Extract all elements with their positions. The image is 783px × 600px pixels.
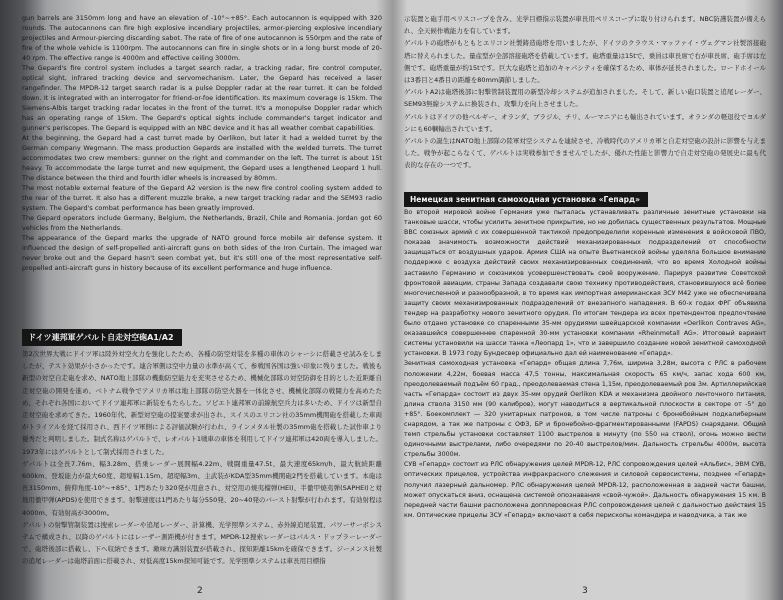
russian-paragraph: СУВ «Гепард» состоит из РЛС обнаружения целей MPDR-12, РЛС сопровождения целей «Альбис», ЭВМ СУВ, оптических прицелов, устройства инфракрасного слежения и силовой сервосистемы, позднее «Гепард» получил лазерный дальномер. РЛС обнаружения целей MPDR-12, расположенная в задней части башни, может опускаться вниз, оснащена системой опознавания «свой-чужой». Дальность обнаружения 15 км. В передней части башни расположена допплеровская РЛС сопровождения целей с дальностью действия 15 км. Оптические прицелы ЗСУ «Гепард» включают в себя перископы командира и наводчика, а так же: [404, 461, 766, 519]
russian-paragraph: Во второй мировой войне Германия уже пыталась устанавливать различные зенитные установки на танковые шасси, чтобы усилить зенитное прикрытие, но не добилась существенных результатов. Мощные ВВС союзных армий с их совершенной тактикой предопределили коренные изменения в войсковой ПВО, показав значимость возможности действий механизированных подразделений от способности защищаться от воздушных ударов. Армия США на опыте Вьетнамской войны уделяла большое внимание поддержке с воздуха действий своих механизированных соединений, что во время Холодной войны заставило Германию и союзников усовершенствовать своё вооружение. Парируя развитие Советской фронтовой авиации, страны Запада создавали свою технику противодействия, становившуюся всё более многочисленной и разнообразной, в то время как импортная американская ЗСУ М42 уже не обеспечивала защиту своих механизированных подразделений от внезапного нападения. В 60-х годах ФРГ объявила тендер на разработку нового зенитного орудия. По итогам тендера из всех претендентов предпочтение было отдано установке со спаренными 35-мм орудиями швейцарской компании «Oerlikon Contraves AG», оказавшейся совершеннее спаренной 30-мм установки компании «Rheinmetall AG». Итоговый вариант системы установили на шасси танка «Леопард 1», что и завершило создание новой зенитной самоходной установки. В 1973 году Бундесвер официально дал ей наименование «Гепард».: [404, 209, 766, 358]
left-page: [22, 0, 382, 600]
russian-text: [404, 208, 766, 521]
japanese-text: [404, 13, 766, 172]
right-page: [404, 0, 766, 600]
section-heading-ru: Немецкая зенитная самоходная установка «Гепард»: [404, 192, 648, 207]
english-paragraph: gun barrels are 3150mm long and have an elevation of -10°~+85°. Each autocannon is equipped with 320 rounds. The autocannons can fire high explosive incendiary projectiles, armor-piercing explosive incendiary projectiles and Armour-piercing discarding sabot. The rate of fire of one autocannon is 550rpm and the rate of fire of the whole vehicle is 1100rpm. The autocannons can fire in single shots or in a long burst mode of 20-40 rpm. The effective range is 4000m and effective ceiling 3000m.: [22, 14, 382, 62]
english-paragraph: The most notable external feature of the Gepard A2 version is the new fire control cooling system added to the rear of the turret. It also has a different muzzle brake, a new target tracking radar and the SEM93 radio system. The Gepard's combat performance has been greatly improved.: [22, 184, 382, 212]
page-number-left: 2: [197, 586, 203, 596]
japanese-paragraph: ゲパルトの砲塔がもともとエリコン社製鋳造砲塔を用いましたが、ドイツのクラウス・マッファイ・ヴェグマン社製溶接砲塔に替えられました。量産型が全部溶接砲塔を搭載しています。砲塔重量は15tで、乗員は車長席で右が車長席、砲手席は左側です。砲塔重量が約15tです。巨大な砲塔と追加のキャパシティを確保するため、車体が延長されました。ロードホイールは3番目と4番目の距離を80mm調節しました。: [404, 39, 766, 85]
english-paragraph: The Gepard's fire control system includes a target search radar, a tracking radar, fire control computer, optical sight, infrared tracking device and servomechanism. Later, the Gepard has received a laser rangefinder. The MPDR-12 target search radar is a pulse Doppler radar at the rear turret. It can be folded down. It is integrated with an interrogator for friend-or-foe identification. Its maximum coverage is 15km. The Siemens-Albis target tracking radar locates in the front of the turret. It's a monopulse Doppler radar which has an operating range of 15km. The Gepard's optical sights include commander's target indicator and gunner's periscopes. The Gepard is equipped with an NBC device and it has all weather combat capabilities.: [22, 64, 382, 132]
english-text: [22, 13, 382, 273]
page-number-right: 3: [582, 586, 588, 596]
japanese-paragraph: ゲパルトは全長7.76m、幅3.28m、搭乗レーダー展開幅4.22m、戦闘重量47.5t、最大速度65km/h、最大航続距離600km、登坂能力が最大60度、超壕幅1.15m、超堤幅3m、主武装がKDA型35mm機関砲2門を搭載しています。本砲は長3150mm、俯仰角度-10°~+85°、1門あたり320発が用意され、対空用の焼夷榴弾(HEI)、半徹甲焼夷弾(SAPHEI)と対地用徹甲弾(APDS)を使用できます。射撃速度は1門あたり毎分550発、20~40発のバースト射撃が行われます。有効射程は4000m、有効射高が3000m。: [22, 459, 382, 517]
japanese-paragraph: ゲパルトの射撃管制装置は捜索レーダーや追尾レーダー、計算機、光学照準システム、赤外線追尾装置、パワーサーボシステムで構成され、以降のゲパルトにはレーザー測距機が付きます。MPDR-12捜索レーダーはパルス・ドップラーレーダーで、砲塔後部に搭載し、下へ収納できます。敵味方識別装置が搭載され、探知距離15kmを確保できます。ジーメンス社製の追尾レーダーは砲塔前面に搭載され、対低高度15km探知可能です。光学照準システムは車長用目標指: [22, 520, 382, 566]
english-paragraph: The appearance of the Gepard marks the upgrade of NATO ground force mobile air defense system. It influenced the design of self-propelled anti-aircraft guns on both sides of the Iron Curtain. The imaged war never broke out and the Gepard hasn't seen combat yet, but it's still one of the most representative self-propelled anti-aircraft guns in history because of its excellent performance and huge influence.: [22, 234, 382, 272]
japanese-text: [22, 348, 382, 568]
english-paragraph: The Gepard operators include Germany, Belgium, the Netherlands, Brazil, Chile and Romania. Jordan got 60 vehicles from the Netherlands.: [22, 214, 382, 232]
japanese-paragraph: 第2次世界大戦にドイツ軍は陸外対空火力を強化したため、各種の防空対装を多種の車体のシャーシに搭載させ試みをしましたが、テスト効果が小さかったです。連合軍側は空中力量の水準が高くて、参戦国各国は強い印象に残りました。戦後も新型の対空自走砲を求め、NATO地上部隊の機動防空能力を充実させるため、機械化部隊の対空防御を目的とした近距離自走対空砲の開発を進め、ベトナム戦争でアメリカ軍は地上部隊の防空火器を一体化させ、機械化部隊の戦闘力を高めたため、それぞれ各国においてドイツ連邦軍に新装をもたらした。ソビエト連邦軍の前線航空兵力は多いため、ドイツは新型自走対空砲を求めてきた。1960年代、新型対空砲の提案要求が出され、スイスのエリコン社の35mm機関砲を搭載した車両がトライアルを経て採用され、西ドイツ軍側による評価試験が行われ、ラインメタル社製の35mm砲を搭載した試作車より優秀だと判明しました。制式名称はゲパルトで、レオパルト1戦車の車体を利用してドイツ連邦軍は420両を導入しました。1973年にはゲパルトとして制式採用されました。: [22, 350, 382, 456]
section-heading-jp: ドイツ連邦軍ゲパルト自走対空砲A1/A2: [22, 329, 182, 346]
english-paragraph: At the beginning, the Gepard had a cast turret made by Oerlikon, but later it had a welded turret by the German company Wegmann. The mass production Gepards are installed with the welded turrets. The turret accommodates two crew members: gunner on the right and commander on the left. The turret is about 15t heavy. To accommodate the large turret and new equipment, the Gepard uses a lengthened Leopard 1 hull. The distance between the third and fourth idler wheels is increased by 80mm.: [22, 134, 382, 182]
japanese-paragraph: ゲパルトの誕生はNATO地上部隊の陸軍対空システムを連続させ、冷戦時代のアメリカ軍と自走対空砲の設計に影響を与えました。戦争が起こらなくて、ゲパルトは実戦参加できませんでしたが、優れた性能と影響力で自走対空砲の発展史に最も代表的な存在の一つです。: [404, 137, 766, 170]
japanese-paragraph: ゲパルトはドイツの他ベルギー、オランダ、ブラジル、チリ、ルーマニアにも輸出されています。オランダの軽退役でヨルダンにも60輌輸出されています。: [404, 112, 766, 133]
japanese-paragraph: 示装置と砲手用ペリスコープを含み、光学目標指示装置が車長用ペリスコープに取り付けられます。NBC防護装置が備えられ、全天候作戦能力を有しています。: [404, 15, 766, 36]
japanese-paragraph: ゲパルトA2は砲塔後部に射撃管制装置用の新型冷却システムが追加されました。そして、新しい砲口装置と追尾レーダー、SEM93無線システムに換装され、攻撃力を向上させました。: [404, 88, 766, 109]
russian-paragraph: Зенитная самоходная установка «Гепард» общая длина 7,76м, ширина 3,28м, высота с РЛС в рабочем положении 4,22м, боевая масса 47,5 тонны, максимальная скорость 65 км/ч, запас хода 600 км, преодолеваемый подъём 60 град., преодолеваемая стена 1,15м, преодолеваемый ров 3м. Артиллерийская часть «Гепарда» состоит из двух 35-мм орудий Oerlikon KDA и механизма двойного ленточного питания, длина ствола 3150 мм (90 калибров), могут наводиться в вертикальной плоскости в секторе от -5° до +85°. Боекомплект — 320 унитарных патронов, в том числе патроны с бронебойным подкалиберным снарядом, а так же патроны с ОФЗ, БР и бронебойно-фрагментированными (FAPDS) снарядами. Общий темп стрельбы установки составляет 1100 выстрелов в минуту (по 550 на ствол), огонь можно вести одиночными выстрелами, либо очередями по 20-40 выстрелов/мин. Дальность стрельбы 4000м, высота стрельбы 3000м.: [404, 360, 766, 459]
